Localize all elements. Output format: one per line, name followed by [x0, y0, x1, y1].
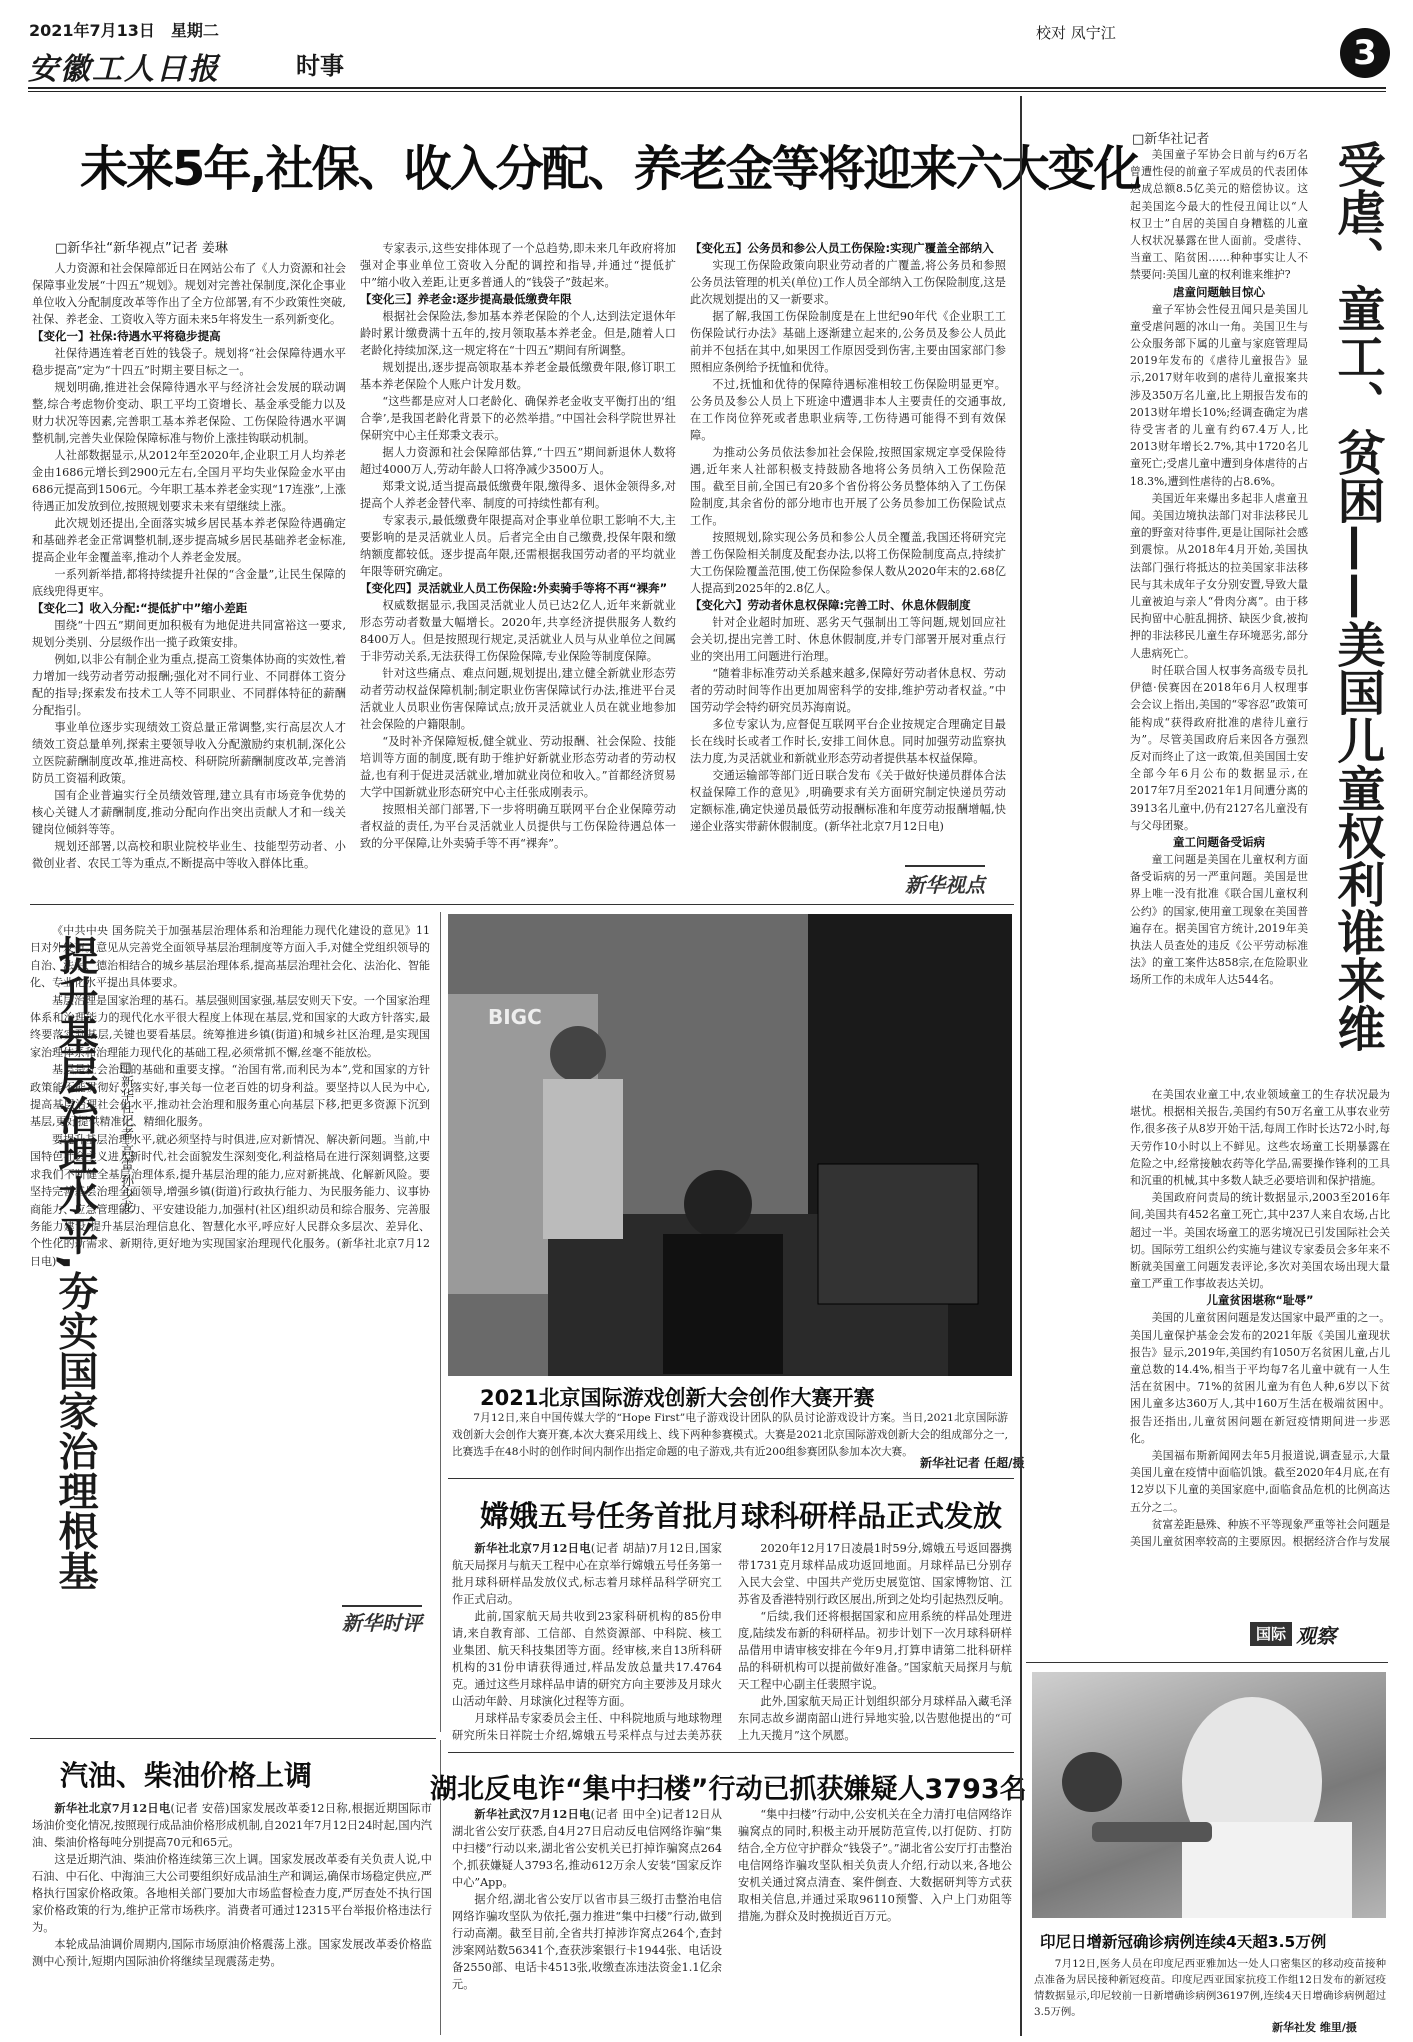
india-brief-credit: 新华社发 维里/摄 — [1272, 2021, 1357, 2034]
paragraph: 专家表示,这些安排体现了一个总趋势,即未来几年政府将加强对企事业单位工资收入分配的调控和指导,并通过“提低扩中”缩小收入差距,让更多普通人的“钱袋子”鼓起来。 — [360, 242, 676, 289]
hubei-byline: (记者 田中全) — [590, 1808, 662, 1821]
photo-illustration — [448, 914, 1012, 1376]
article-col-3 — [690, 240, 1006, 900]
sidebar-p2: 童子军协会性侵丑闻只是美国儿童受虐问题的冰山一角。美国卫生与公众服务部下属的儿童与家庭管理局2019年发布的《虐待儿童报告》显示,2017财年收到的虐待儿童报案共涉及350万名儿童,比上期报告发布的2013财年增长10%;经调查确定为虐待受害者的儿童有约67.4万人,比2013财年增长2.7%,其中1720名儿童死亡;受虐儿童中遭到身体虐待的占18.3%,遭到性虐待的占8.6%。 — [1130, 302, 1308, 488]
sidebar-p3: 美国近年来爆出多起非人虐童丑闻。美国边境执法部门对非法移民儿童的野蛮对待事件,更是让国际社会感到震惊。从2018年4月开始,美国执法部门强行将抵达的拉美国家非法移民与其未成年子女分别安置,导致大量儿童被迫与亲人“骨肉分离”。由于移民拘留中心脏乱拥挤、缺医少食,被拘押的非法移民儿童生存环境恶劣,部分人患病死亡。 — [1130, 491, 1308, 660]
section-subheading: 【变化三】养老金:逐步提高最低缴费年限 — [360, 292, 572, 306]
paragraph: 围绕“十四五”期间更加积极有为地促进共同富裕这一要求,规划分类别、分层级作出一揽子政策安排。 — [32, 619, 346, 649]
paragraph: 专家表示,最低缴费年限提高对企事业单位职工影响不大,主要影响的是灵活就业人员。后者完全由自己缴费,投保年限和缴纳额度都较低。逐步提高年限,还需根据我国劳动者的平均就业年限等研究确定。 — [360, 514, 676, 578]
hubei-p0: 记者12日从湖北省公安厅获悉,自4月27日启动反电信网络诈骗“集中扫楼”行动以来,湖北省公安机关已打掉诈骗窝点264个,抓获嫌疑人3793名,推动612万余人安装“国家反诈中心”App。 — [452, 1808, 722, 1889]
bigc-sign-text: BIGC — [488, 1005, 542, 1029]
xinhua-shidian-badge: 新华视点 — [905, 865, 985, 898]
article-byline: □新华社“新华视点”记者 姜琳 — [55, 241, 228, 256]
paragraph: 根据社会保险法,参加基本养老保险的个人,达到法定退休年龄时累计缴费满十五年的,按月领取基本养老金。但是,随着人口老龄化持续加深,这一规定将在“十四五”期间有所调整。 — [360, 310, 676, 357]
hubei-body-2 — [738, 1806, 1012, 2034]
guoji-guancha-badge — [1250, 1620, 1336, 1648]
change-p2-a: 月球样品专家委员会主任、中科院地质与地球物理研究所朱日祥院士介绍,嫦娥五号采样点与过去美苏获 — [452, 1712, 722, 1742]
game-contest-photo — [448, 914, 1012, 1376]
sidebar-p6: 童工问题是美国在儿童权利方面备受诟病的另一严重问题。美国是世界上唯一没有批准《联合国儿童权利公约》的国家,使用童工现象在美国普遍存在。据美国官方统计,2019年美执法人员查处的违反《公平劳动标准法》的童工案件达858宗,在危险职业场所工作的未成年人达544名。 — [1130, 852, 1308, 987]
change-body-1 — [452, 1540, 722, 1745]
fuel-p0: 国家发展改革委12日称,根据近期国际市场油价变化情况,按照现行成品油价格形成机制,自2021年7月12日24时起,国内汽油、柴油价格每吨分别提高70元和65元。 — [32, 1802, 432, 1849]
change-body-2 — [738, 1540, 1012, 1745]
fuel-p2: 本轮成品油调价周期内,国际市场原油价格震荡上涨。国家发展改革委价格监测中心预计,短期内国际油价将继续呈现震荡走势。 — [32, 1938, 432, 1968]
change-p0: 7月12日,国家航天局探月与航天工程中心在京举行嫦娥五号任务第一批月球科研样品发放仪式,标志着月球样品科学研究工作正式启动。 — [452, 1542, 722, 1606]
sidebar-headline: 受虐、童工、贫困——美国儿童权利谁来维 — [1329, 140, 1385, 1052]
change-dateline: 新华社北京7月12日电 — [474, 1541, 591, 1555]
paragraph: 例如,以非公有制企业为重点,提高工资集体协商的实效性,着力增加一线劳动者劳动报酬;强化对不同行业、不同群体工资分配的指导;探索发布技术工人等不同职业、不同群体特征的薪酬分配指引。 — [32, 653, 346, 717]
proofreader: 校对 凤宁江 — [1036, 24, 1116, 42]
hubei-p1: 据介绍,湖北省公安厅以省市县三级打击整治电信网络诈骗攻坚队为依托,强力推进“集中扫楼”行动,做到行动高潮。截至目前,全省共打掉涉诈窝点264个,查封涉案网站数56341个,查获涉案银行卡1944张、电话设备2550部、电话卡4513张,收缴查冻违法资金1.1亿余元。 — [452, 1893, 722, 1991]
sidebar-sub-5: 童工问题备受诟病 — [1173, 834, 1265, 849]
change-p5: 此外,国家航天局正计划组织部分月球样品入藏毛泽东同志故乡湖南韶山进行异地实验,以告慰他提出的“可上九天揽月”这个夙愿。 — [738, 1695, 1012, 1742]
sidebar-p7: 在美国农业童工中,农业领域童工的生存状况最为堪忧。根据相关报告,美国约有50万名童工从事农业劳作,很多孩子从8岁开始干活,每周工作时长达72小时,每天劳作10小时以上不鲜见。这些农场童工长期暴露在危险之中,经常接触农药等化学品,需要操作锋利的工具和沉重的机械,其中多数人缺乏必要培训和保护措施。 — [1130, 1088, 1390, 1188]
photo-credit: 新华社记者 任超/摄 — [920, 1456, 1025, 1470]
paragraph: 为推动公务员依法参加社会保险,按照国家规定享受保险待遇,近年来人社部积极支持鼓励各地将公务员纳入工伤保险范围。截至目前,全国已有20多个省份将公务员整体纳入了工伤保险制度,其余省份的部分地市也开展了公务员参加工伤保险试点工作。 — [690, 446, 1006, 527]
paragraph: 社保待遇连着老百姓的钱袋子。规划将“社会保障待遇水平稳步提高”定为“十四五”时期主要目标之一。 — [32, 347, 346, 377]
paragraph: 郑秉文说,适当提高最低缴费年限,缴得多、退休金领得多,对提高个人养老金替代率、制度的可持续性都有利。 — [360, 480, 676, 510]
photo-caption-title: 2021北京国际游戏创新大会创作大赛开赛 — [480, 1386, 875, 1410]
paragraph: “随着非标准劳动关系越来越多,保障好劳动者休息权、劳动者的劳动时间等作出更加周密科学的安排,维护劳动者权益。”中国劳动学会特约研究员苏海南说。 — [690, 667, 1006, 714]
paragraph: 针对企业超时加班、恶劣天气强制出工等问题,规划回应社会关切,提出完善工时、休息休假制度,并专门部署开展对重点行业的突出用工问题进行治理。 — [690, 616, 1006, 663]
sidebar-p0: 美国童子军协会日前与约6万名曾遭性侵的前童子军成员的代表团体达成总额8.5亿美元的赔偿协议。这起美国迄今最大的性侵丑闻让以“人权卫士”自居的美国自身糟糕的儿童人权状况暴露在世人面前。受虐待、当童工、陷贫困……种种事实让人不禁要问:美国儿童的权利谁来维护? — [1130, 148, 1308, 282]
sidebar-sub-1: 虐童问题触目惊心 — [1173, 284, 1265, 299]
change-p4: “后续,我们还将根据国家和应用系统的样品处理进度,陆续发布新的科研样品。初步计划下一次月球科研样品借用申请审核安排在今年9月,打算申请第二批科研样品的科研机构可以提前做好准备。”国家航天局探月与航天工程中心副主任裴照宇说。 — [738, 1610, 1012, 1691]
vaccination-illustration — [1032, 1672, 1386, 1918]
hubei-p2: “集中扫楼”行动中,公安机关在全力清打电信网络诈骗窝点的同时,积极主动开展防范宣传,以打促防、打防结合,全方位守护群众“钱袋子”。”湖北省公安厅打击整治电信网络诈骗攻坚队相关负责人介绍,行动以来,各地公安机关通过窝点清查、案件倒查、大数据研判等方式获取相关信息,并通过采取96110预警、入户上门劝阻等措施,为群众及时挽损近百万元。 — [738, 1808, 1012, 1923]
sidebar-p4: 时任联合国人权事务高级专员扎伊德·侯赛因在2018年6月人权理事会会议上指出,美国的“零容忍”政策可能构成“获得政府批准的虐待儿童行为”。尽管美国政府后来因各方强烈反对而终止了这一政策,但美国国土安全部今年6月公布的数据显示,在2017年7月至2021年1月间遭分离的3913名儿童中,仍有2127名儿童没有与父母团聚。 — [1130, 663, 1308, 832]
paragraph: 人社部数据显示,从2012年至2020年,企业职工月人均养老金由1686元增长到2900元左右,全国月平均失业保险金水平由686元提高到1506元。今年职工基本养老金实现“17连涨”,上涨待遇正加发放到位,按照规划要求未来有望继续上涨。 — [32, 449, 346, 513]
paragraph: 针对这些痛点、难点问题,规划提出,建立健全新就业形态劳动者劳动权益保障机制;制定职业伤害保障试行办法,推进平台灵活就业人员职业伤害保障试点;放开灵活就业人员在就业地参加社会保险的户籍限制。 — [360, 667, 676, 731]
section-subheading: 【变化四】灵活就业人员工伤保险:外卖骑手等将不再“裸奔” — [360, 581, 668, 595]
paragraph: 规划明确,推进社会保障待遇水平与经济社会发展的联动调整,综合考虑物价变动、职工平均工资增长、基金承受能力以及财力状况等因素,完善职工基本养老保险、工伤保险待遇水平调整机制,完善失业保险保障标准与物价上涨挂钩联动机制。 — [32, 381, 346, 445]
header-date: 2021年7月13日 星期二 — [29, 21, 219, 40]
paragraph: 权威数据显示,我国灵活就业人员已达2亿人,近年来新就业形态劳动者数量大幅增长。2020年,共享经济提供服务人数约8400万人。但是按照现行规定,灵活就业人员与从业单位之间属于非劳动关系,无法获得工伤保险保障,专业保险等制度保障。 — [360, 599, 676, 663]
paragraph: 事业单位逐步实现绩效工资总量正常调整,实行高层次人才绩效工资总量单列,探索主要领导收入分配激励约束机制,深化公立医院薪酬制度改革,推进高校、科研院所薪酬制度改革,完善消防员工资福利政策。 — [32, 721, 346, 785]
paragraph: 按照规划,除实现公务员和参公人员全覆盖,我国还将研究完善工伤保险相关制度及配套办法,以将工伤保险制度高点,持续扩大工伤保险覆盖范围,使工伤保险参保人数从2020年末的2.68亿人提高到2025年的2.8亿人。 — [690, 531, 1006, 595]
paragraph: “及时补齐保障短板,健全就业、劳动报酬、社会保险、技能培训等方面的制度,既有助于维护好新就业形态劳动者的劳动权益,也有利于促进灵活就业,增加就业岗位和收入。”首都经济贸易大学中国新就业形态研究中心主任张成刚表示。 — [360, 735, 676, 799]
commentary-headline: 提升基层治理水平,夯实国家治理根基 — [52, 935, 98, 1591]
change-p1: 此前,国家航天局共收到23家科研机构的85份申请,来自教育部、工信部、自然资源部、中科院、核工业集团、航天科技集团等方面。经审核,来自13所科研机构的31份申请获得通过,样品发放总量共17.4764克。通过这些月球样品申请的研究方向主要涉及月球火山活动年龄、月球演化过程等方面。 — [452, 1610, 722, 1708]
article-headline: 未来5年,社保、收入分配、养老金等将迎来六大变化 — [80, 141, 1140, 197]
fuel-headline: 汽油、柴油价格上调 — [60, 1759, 313, 1792]
paragraph: 规划还部署,以高校和职业院校毕业生、技能型劳动者、小微创业者、农民工等为重点,不断提高中等收入群体比重。 — [32, 840, 346, 870]
section-subheading: 【变化五】公务员和参公人员工伤保险:实现广覆盖全部纳入 — [690, 241, 994, 255]
page-number: 3 — [1353, 33, 1377, 73]
paragraph: 《中共中央 国务院关于加强基层治理体系和治理能力现代化建设的意见》11日对外发布。意见从完善党全面领导基层治理制度等方面入手,对健全党组织领导的自治、法治、德治相结合的城乡基层治理体系,提高基层治理社会化、法治化、智能化、专业化水平提出具体要求。 — [30, 924, 430, 990]
paragraph: 据了解,我国工伤保险制度是在上世纪90年代《企业职工工伤保险试行办法》基础上逐渐建立起来的,公务员及参公人员此前并不包括在其中,如果因工作原因受到伤害,主要由国家部门参照相应条例给予抚恤和优待。 — [690, 310, 1006, 374]
page-number-badge — [1340, 28, 1390, 78]
sidebar-p10: 美国的儿童贫困问题是发达国家中最严重的之一。美国儿童保护基金会发布的2021年版《美国儿童现状报告》显示,2019年,美国约有1050万名贫困儿童,占儿童总数的14.4%,相当于平均每7名儿童中就有一人生活在贫困中。71%的贫困儿童为有色人种,6岁以下贫困儿童多达360万人,其中160万生活在极端贫困中。报告还指出,儿童贫困问题在新冠疫情期间进一步恶化。 — [1130, 1311, 1390, 1445]
sidebar-sub-9: 儿童贫困堪称“耻辱” — [1206, 1293, 1314, 1308]
paper-name-logo: 安徽工人日报 — [28, 52, 220, 87]
section-label: 时事 — [296, 52, 344, 80]
paragraph: 一系列新举措,都将持续提升社保的“含金量”,让民生保障的底线兜得更牢。 — [32, 568, 346, 598]
change-headline: 嫦娥五号任务首批月球科研样品正式发放 — [480, 1499, 1003, 1533]
sidebar-body-bottom — [1130, 1086, 1390, 1551]
change-p3: 2020年12月17日凌晨1时59分,嫦娥五号返回器携带1731克月球样品成功返回地面。月球样品已分别存入民大会堂、中国共产党历史展览馆、国家博物馆、江苏省及香港特别行政区展出,所到之处均引起热烈反响。 — [738, 1542, 1012, 1606]
commentary-byline: □新华社记者 高蕾 孙少龙 — [118, 1060, 133, 1214]
sidebar-p8: 美国政府问责局的统计数据显示,2003至2016年间,美国共有452名童工死亡,其中237人来自农场,占比超过一半。美国农场童工的恶劣境况已引发国际社会关切。国际劳工组织公约实施与建议专家委员会多年来不断就美国童工问题发表评论,多次对美国农场出现大量童工严重工作事故表达关切。 — [1130, 1191, 1390, 1291]
hubei-dateline: 新华社武汉7月12日电 — [474, 1807, 591, 1821]
sidebar-body-top — [1130, 146, 1308, 1086]
photo-caption-text: 7月12日,来自中国传媒大学的“Hope First”电子游戏设计团队的队员讨论游戏设计方案。当日,2021北京国际游戏创新大会创作大赛开赛,本次大赛采用线上、线下两种参赛模式。大赛是2021北京国际游戏创新大会的组成部分之一,比赛选手在48小时的创作时间内制作出指定命题的电子游戏,共有近200组参赛团队参加本次大赛。 — [452, 1412, 1008, 1458]
paragraph: 要提升基层治理水平,就必须坚持与时俱进,应对新情况、解决新问题。当前,中国特色社会主义进入新时代,社会面貌发生深刻变化,利益格局在进行深刻调整,这要求我们不断健全基层治理体系,提升基层治理的能力,应对新挑战、化解新风险。要坚持完善基层治理全面领导,增强乡镇(街道)行政执行能力、为民服务能力、议事协商能力、应急管理能力、平安建设能力,加强村(社区)组织动员和综合服务、完善服务能力建设,提升基层治理信息化、智慧化水平,呼应好人民群众多层次、差异化、个性化的新需求、新期待,更好地为实现国家治理现代化服务。(新华社北京7月12日电) — [30, 1132, 430, 1268]
section-subheading: 【变化六】劳动者休息权保障:完善工时、休息休假制度 — [690, 598, 971, 612]
hubei-headline: 湖北反电诈“集中扫楼”行动已抓获嫌疑人3793名 — [430, 1774, 1027, 1805]
fuel-p1: 这是近期汽油、柴油价格连续第三次上调。国家发展改革委有关负责人说,中石油、中石化、中海油三大公司要组织好成品油生产和调运,确保市场稳定供应,严格执行国家价格政策。各地相关部门要加大市场监督检查力度,严厉查处不执行国家价格政策的行为,维护正常市场秩序。消费者可通过12315平台举报价格违法行为。 — [32, 1853, 432, 1934]
change-byline: (记者 胡喆) — [590, 1542, 651, 1555]
fuel-byline: (记者 安蓓) — [170, 1802, 230, 1815]
badge-guoji: 国际 — [1250, 1622, 1292, 1646]
vaccination-photo — [1032, 1672, 1386, 1918]
paragraph: 规划提出,逐步提高领取基本养老金最低缴费年限,修订职工基本养老保险个人账户计发月数。 — [360, 361, 676, 391]
paragraph: 人力资源和社会保障部近日在网站公布了《人力资源和社会保障事业发展“十四五”规划》。规划对完善社保制度,深化企事业单位收入分配制度改革等作出了全方位部署,有不少政策性突破,社保、养老金、工资收入等方面未来5年将发生一系列新变化。 — [32, 262, 346, 326]
section-subheading: 【变化二】收入分配:“提低扩中”缩小差距 — [32, 601, 248, 615]
fuel-dateline: 新华社北京7月12日电 — [54, 1801, 171, 1815]
section-subheading: 【变化一】社保:待遇水平将稳步提高 — [32, 329, 221, 343]
commentary-body — [30, 922, 430, 1662]
paragraph: 此次规划还提出,全面落实城乡居民基本养老保险待遇确定和基础养老金正常调整机制,逐步提高城乡居民基础养老金标准,提高企业年金覆盖率,推动个人养老金发展。 — [32, 517, 346, 564]
india-brief-text: 7月12日,医务人员在印度尼西亚雅加达一处人口密集区的移动疫苗接种点准备为居民接种新冠疫苗。印度尼西亚国家抗疫工作组12日发布的新冠疫情数据显示,印尼较前一日新增确诊病例36197例,连续4天日增确诊病例超过3.5万例。 — [1034, 1958, 1386, 2018]
paragraph: 据人力资源和社会保障部估算,“十四五”期间新退休人数将超过4000万人,劳动年龄人口将净减少3500万人。 — [360, 446, 676, 476]
paragraph: 不过,抚恤和优待的保障待遇标准相较工伤保险明显更窄。公务员及参公人员上下班途中遭遇非本人主要责任的交通事故,在工作岗位猝死或者患职业病等,工伤待遇可能得不到有效保障。 — [690, 378, 1006, 442]
paragraph: “这些都是应对人口老龄化、确保养老金收支平衡打出的‘组合拳’,是我国老龄化背景下的必然举措。”中国社会科学院世界社保研究中心主任郑秉文表示。 — [360, 395, 676, 442]
article-col-2 — [360, 240, 676, 900]
hubei-body-1 — [452, 1806, 722, 2034]
paragraph: 交通运输部等部门近日联合发布《关于做好快递员群体合法权益保障工作的意见》,明确要求有关方面研究制定快递员劳动定额标准,确定快递员最低劳动报酬标准和年度劳动报酬增幅,快递企业落实带薪休假制度。(新华社北京7月12日电) — [690, 769, 1006, 833]
paragraph: 国有企业普遍实行全员绩效管理,建立具有市场竞争优势的核心关键人才薪酬制度,推动分配向作出突出贡献人才和一线关键岗位倾斜等等。 — [32, 789, 346, 836]
paragraph: 实现工伤保险政策向职业劳动者的广覆盖,将公务员和参照公务员法管理的机关(单位)工作人员全部纳入工伤保险制度,这是此次规划提出的又一新要求。 — [690, 259, 1006, 306]
paragraph: 基层是社会治理的基础和重要支撑。“治国有常,而利民为本”,党和国家的方针政策能不能贯彻好、落实好,事关每一位老百姓的切身利益。要坚持以人民为中心,提高基层治理社会化水平,推动社会治理和服务重心向基层下移,把更多资源下沉到基层,更好提供精准化、精细化服务。 — [30, 1063, 430, 1129]
xinhua-shiping-badge: 新华时评 — [342, 1605, 422, 1636]
india-brief-headline: 印尼日增新冠确诊病例连续4天超3.5万例 — [1040, 1933, 1327, 1951]
fuel-body — [32, 1800, 432, 2032]
sidebar-byline: □新华社记者 — [1132, 132, 1210, 147]
paragraph: 基层治理是国家治理的基石。基层强则国家强,基层安则天下安。一个国家治理体系和治理能力的现代化水平很大程度上体现在基层,党和国家的大政方针落实,最终要落实到基层,关键也要看基层。统筹推进乡镇(街道)和城乡社区治理,是实现国家治理体系和治理能力现代化的基础工程,必须常抓不懈,丝毫不能放松。 — [30, 993, 430, 1059]
sidebar-p11: 美国福布斯新闻网去年5月报道说,调查显示,大量美国儿童在疫情中面临饥饿。截至2020年4月底,在有12岁以下儿童的美国家庭中,面临食品危机的比例高达五分之二。 — [1130, 1449, 1390, 1514]
badge-guancha: 观察 — [1296, 1623, 1337, 1648]
article-col-1 — [32, 260, 346, 880]
sidebar-p12: 贫富差距悬殊、种族不平等现象严重等社会问题是美国儿童贫困率较高的主要原因。根据经济合作与发展 — [1130, 1517, 1390, 1549]
paragraph: 多位专家认为,应督促互联网平台企业按规定合理确定目最长在线时长或者工作时长,安排工间休息。同时加强劳动监察执法力度,为灵活就业和新就业形态劳动者提供基本权益保障。 — [690, 718, 1006, 765]
paragraph: 按照相关部门部署,下一步将明确互联网平台企业保障劳动者权益的责任,为平台灵活就业人员提供与工伤保险待遇总体一致的分平保障,让外卖骑手等不再“裸奔”。 — [360, 803, 676, 850]
